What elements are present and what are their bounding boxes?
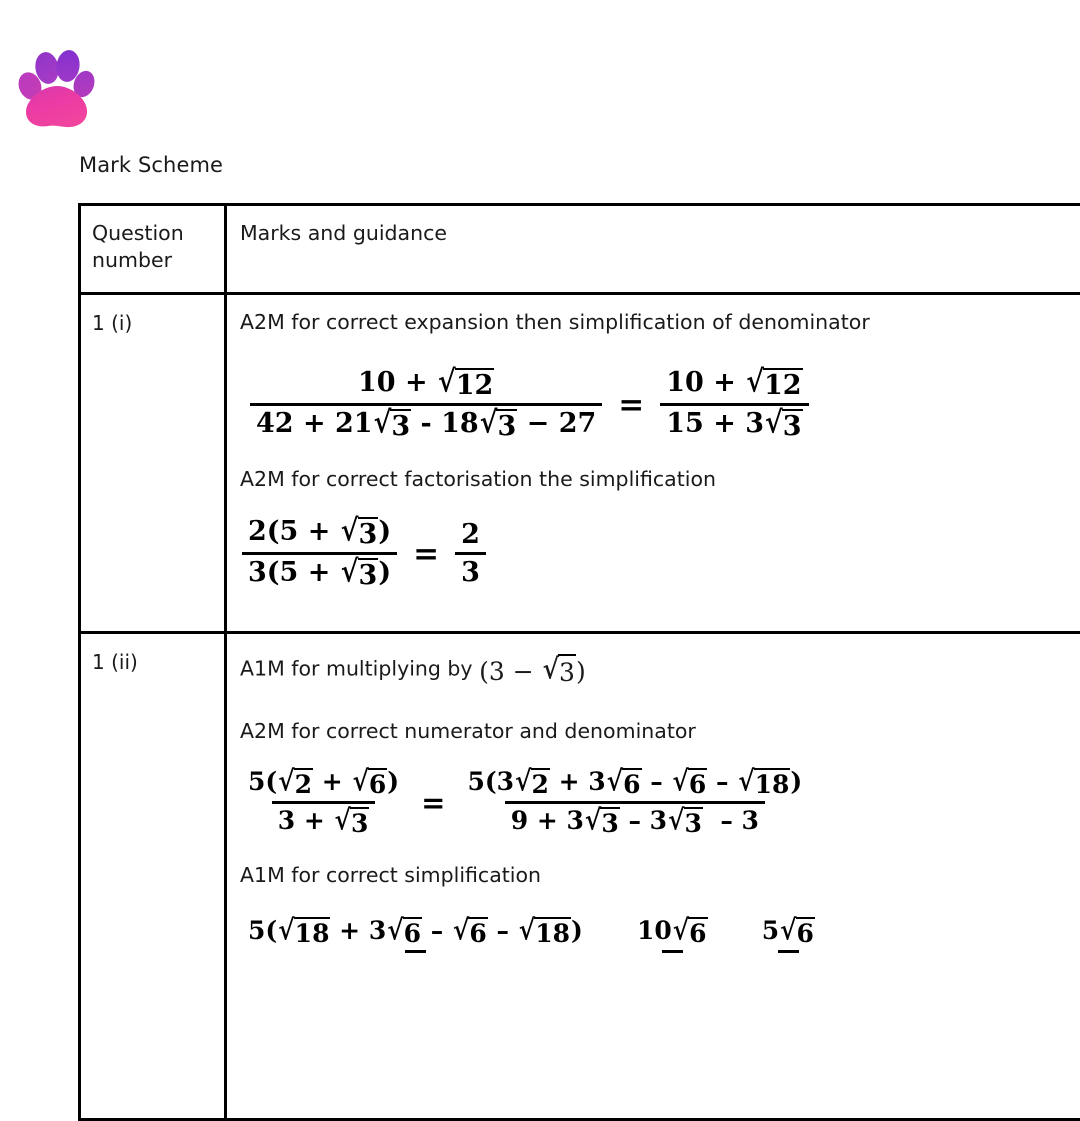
numerator: 10 + √ 12 [660,368,808,403]
guidance-text-1ii-3: A1M for correct simplification [240,862,1080,889]
mark-scheme-table [78,203,1080,1121]
spacer [240,988,1080,1108]
table-header-row [80,205,1080,294]
fraction-rhs [455,520,486,588]
guidance-cell-1i [226,294,1080,633]
denominator: 15 + 3 √ 3 [660,403,808,442]
numerator: 5( √ 18 + 3 √ 6 – √ 6 – √ 18 ) [242,917,589,950]
numerator: 5 √ 6 [756,917,821,950]
equation-1i-b [240,517,1080,591]
guidance-text-1i-2: A2M for correct factorisation the simplification [240,466,1080,493]
header-cell-question-number [80,205,226,294]
denominator: 3 + √ 3 [272,801,376,838]
fraction-mid [631,917,714,986]
header-marks-guidance-label: Marks and guidance [227,206,1080,257]
table-row [80,294,1080,633]
question-number-1i: 1 (i) [81,295,224,346]
fraction-lhs [242,768,405,838]
fraction-lhs [250,368,602,442]
denominator: 42 + 21 √ 3 - 18 √ 3 − 27 [250,403,602,442]
denominator: 3 [455,552,486,588]
fraction-lhs [242,917,589,986]
numerator: 2(5 + √ 3 ) [242,517,397,552]
spacer [240,840,1080,862]
equals-sign: = [407,786,459,820]
numerator: 10 √ 6 [631,917,714,950]
equation-1ii-b [240,917,1080,986]
guidance-text-prefix: A1M for multiplying by [240,657,479,681]
page-title: Mark Scheme [79,153,223,178]
spacer [240,895,1080,913]
denominator [405,950,426,986]
numerator: 10 + √ 12 [352,368,500,403]
denominator: 3(5 + √ 3 ) [242,552,397,591]
guidance-cell-1ii [226,633,1080,1120]
header-cell-marks-guidance [226,205,1080,294]
spacer [240,750,1080,764]
header-question-number-label: Question number [81,206,224,283]
guidance-text-1ii-1 [240,654,1080,690]
equation-1ii-a [240,768,1080,838]
denominator [778,950,799,986]
guidance-text-1ii-2: A2M for correct numerator and denominator [240,718,1080,745]
guidance-text-1i-1: A2M for correct expansion then simplification of denominator [240,309,1080,336]
question-cell-1ii [80,633,226,1120]
fraction-lhs [242,517,397,591]
equals-sign: = [399,536,453,572]
equals-sign [591,935,629,969]
spacer [240,499,1080,513]
denominator: 9 + 3 √ 3 – 3 √ 3 – 3 [505,801,765,838]
equals-sign [716,935,754,969]
numerator: 5(3 √ 2 + 3 √ 6 – √ 6 – √ 18 ) [461,768,808,801]
spacer [240,342,1080,364]
fraction-rhs [660,368,808,442]
numerator: 2 [455,520,486,552]
equals-sign: = [604,387,658,423]
spacer [240,444,1080,466]
spacer [240,696,1080,718]
spacer [240,593,1080,621]
question-cell-1i [80,294,226,633]
inline-math-expression: (3 − √ 3 ) [479,654,586,690]
fraction-rhs [756,917,821,986]
equation-1i-a [240,368,1080,442]
denominator [662,950,683,986]
numerator: 5( √ 2 + √ 6 ) [242,768,405,801]
question-number-1ii: 1 (ii) [81,634,224,685]
fraction-rhs [461,768,808,838]
table-row [80,633,1080,1120]
paw-print-logo [14,42,100,132]
